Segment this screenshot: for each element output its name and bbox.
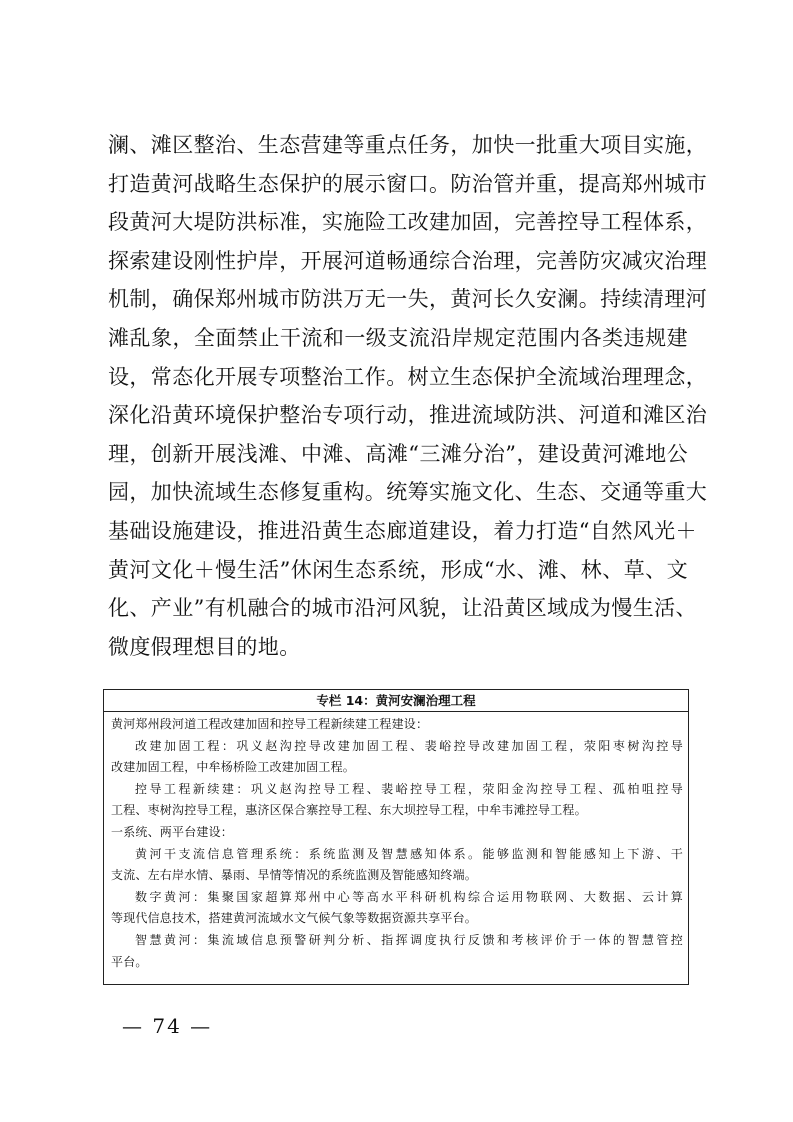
body-line: 打造黄河战略生态保护的展示窗口。防治管并重，提高郑州城市 [108,171,708,196]
body-line: 基础设施建设，推进沿黄生态廊道建设，着力打造“自然风光＋ [108,518,697,543]
box-line: 平台。 [111,954,148,969]
body-line: 微度假理想目的地。 [108,634,301,659]
box-line: 等现代信息技术，搭建黄河流域水文气候气象等数据资源共享平台。 [111,911,478,926]
body-line: 机制，确保郑州城市防洪万无一失，黄河长久安澜。持续清理河 [108,287,708,312]
box-line: 数字黄河：集聚国家超算郑州中心等高水平科研机构综合运用物联网、大数据、云计算 [135,889,683,904]
body-line: 段黄河大堤防洪标准，实施险工改建加固，完善控导工程体系， [108,210,708,235]
page-number: — 74 — [122,1014,213,1038]
box-line: 支流、左右岸水情、暴雨、旱情等情况的系统监测及智能感知终端。 [111,868,478,883]
body-text [108,126,708,666]
body-line: 设，常态化开展专项整治工作。树立生态保护全流域治理理念， [108,364,708,389]
box-line: 黄河郑州段河道工程改建加固和控导工程新续建工程建设： [111,717,429,731]
box-content [104,712,688,973]
body-line: 澜、滩区整治、生态营建等重点任务，加快一批重大项目实施， [108,133,708,157]
box-line: 控导工程新续建：巩义赵沟控导工程、裴峪控导工程，荥阳金沟控导工程、孤柏咀控导 [135,781,683,796]
body-line: 化、产业”有机融合的城市沿河风貌，让沿黄区域成为慢生活、 [108,596,697,621]
box-line: 工程、枣树沟控导工程，惠济区保合寨控导工程、东大坝控导工程，中牟韦滩控导工程。 [111,803,587,818]
box-line: 改建加固工程：巩义赵沟控导改建加固工程、裴峪控导改建加固工程，荥阳枣树沟控导 [135,738,683,753]
body-line: 理，创新开展浅滩、中滩、高滩“三滩分治”，建设黄河滩地公 [108,441,688,466]
body-line: 滩乱象，全面禁止干流和一级支流沿岸规定范围内各类违规建 [108,325,688,350]
body-line: 黄河文化＋慢生活”休闲生态系统，形成“水、滩、林、草、文 [108,557,688,582]
special-column-box [103,689,689,985]
box-line: 改建加固工程，中牟杨桥险工改建加固工程。 [111,760,356,775]
box-line: 黄河干支流信息管理系统：系统监测及智慧感知体系。能够监测和智能感知上下游、干 [135,846,683,861]
body-line: 深化沿黄环境保护整治专项行动，推进流域防洪、河道和滩区治 [108,403,708,428]
box-title: 专栏 14：黄河安澜治理工程 [104,690,688,712]
body-line: 探索建设刚性护岸，开展河道畅通综合治理，完善防灾减灾治理 [108,248,708,273]
body-line: 园，加快流域生态修复重构。统筹实施文化、生态、交通等重大 [108,480,708,505]
box-line: 智慧黄河：集流域信息预警研判分析、指挥调度执行反馈和考核评价于一体的智慧管控 [135,932,683,947]
box-line: 一系统、两平台建设： [111,824,234,839]
